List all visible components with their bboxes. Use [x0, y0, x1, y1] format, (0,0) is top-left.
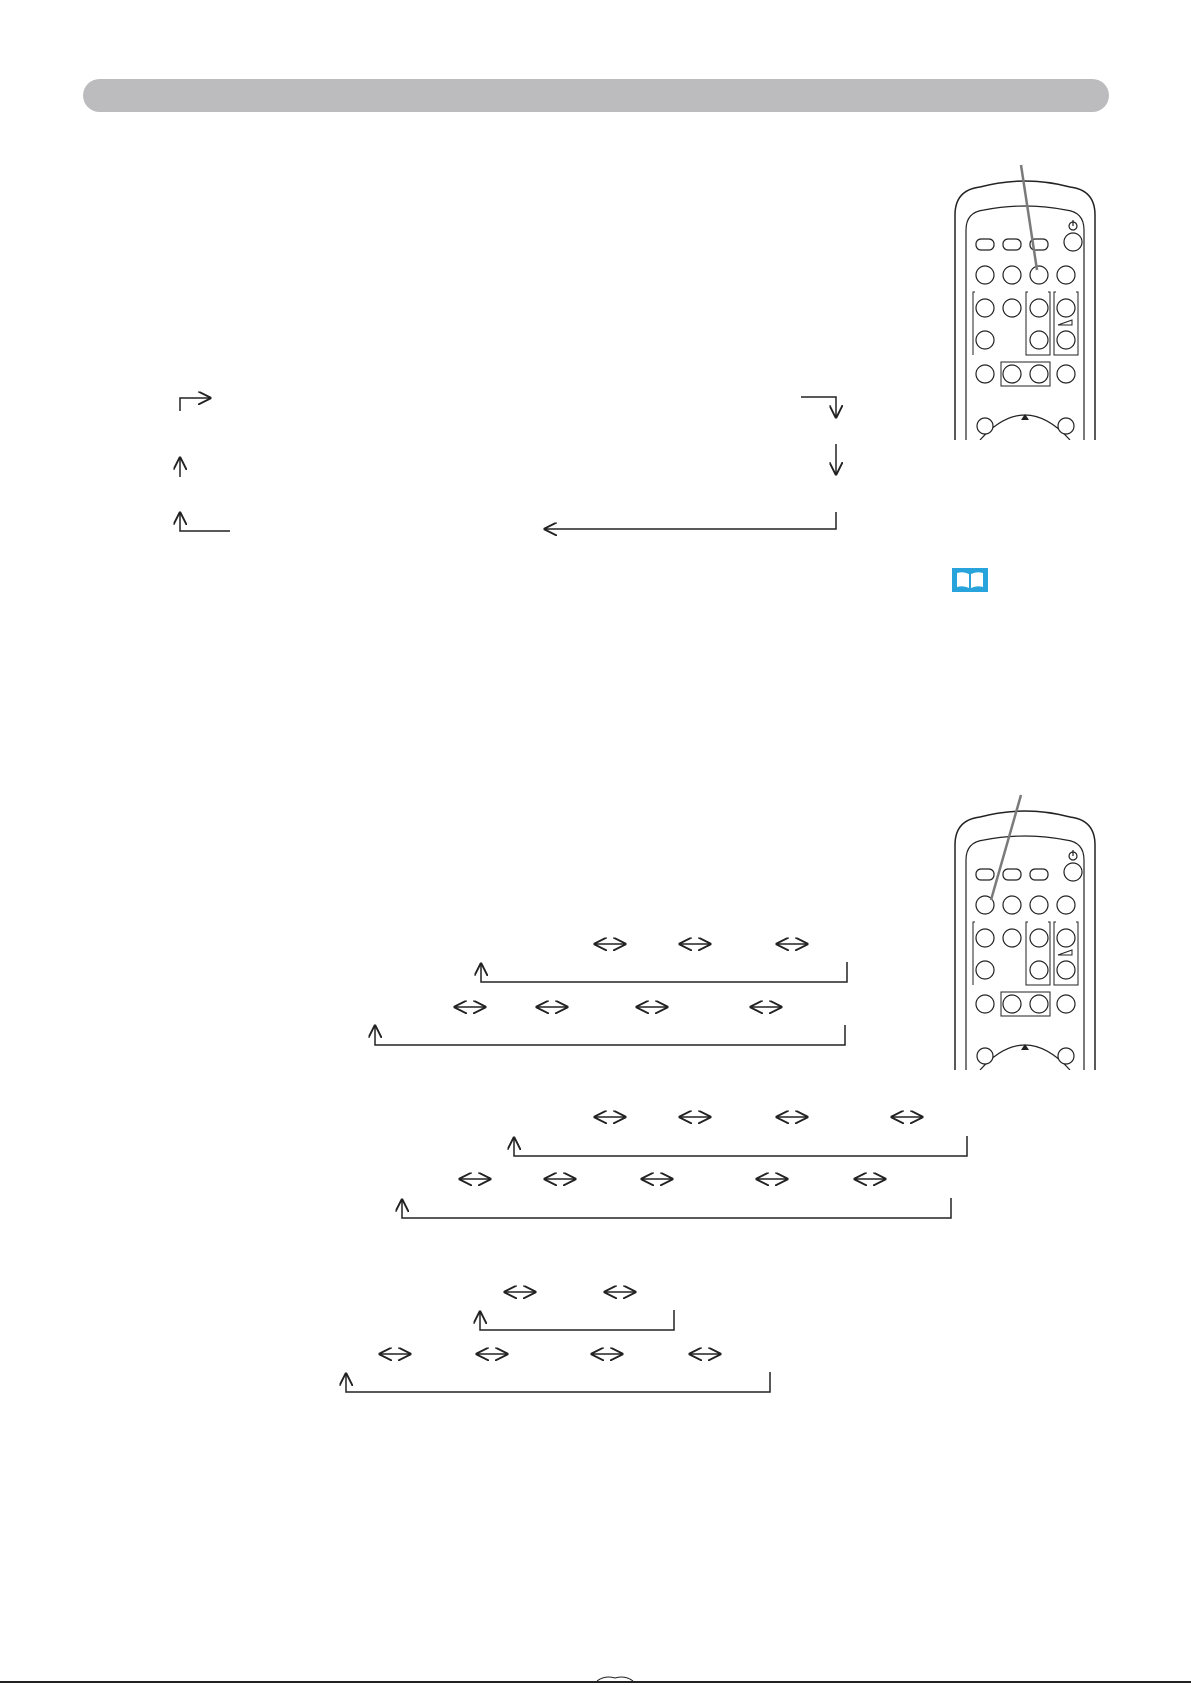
page-bottom-rule — [0, 1681, 1191, 1683]
page-bottom-mark — [595, 1675, 635, 1681]
